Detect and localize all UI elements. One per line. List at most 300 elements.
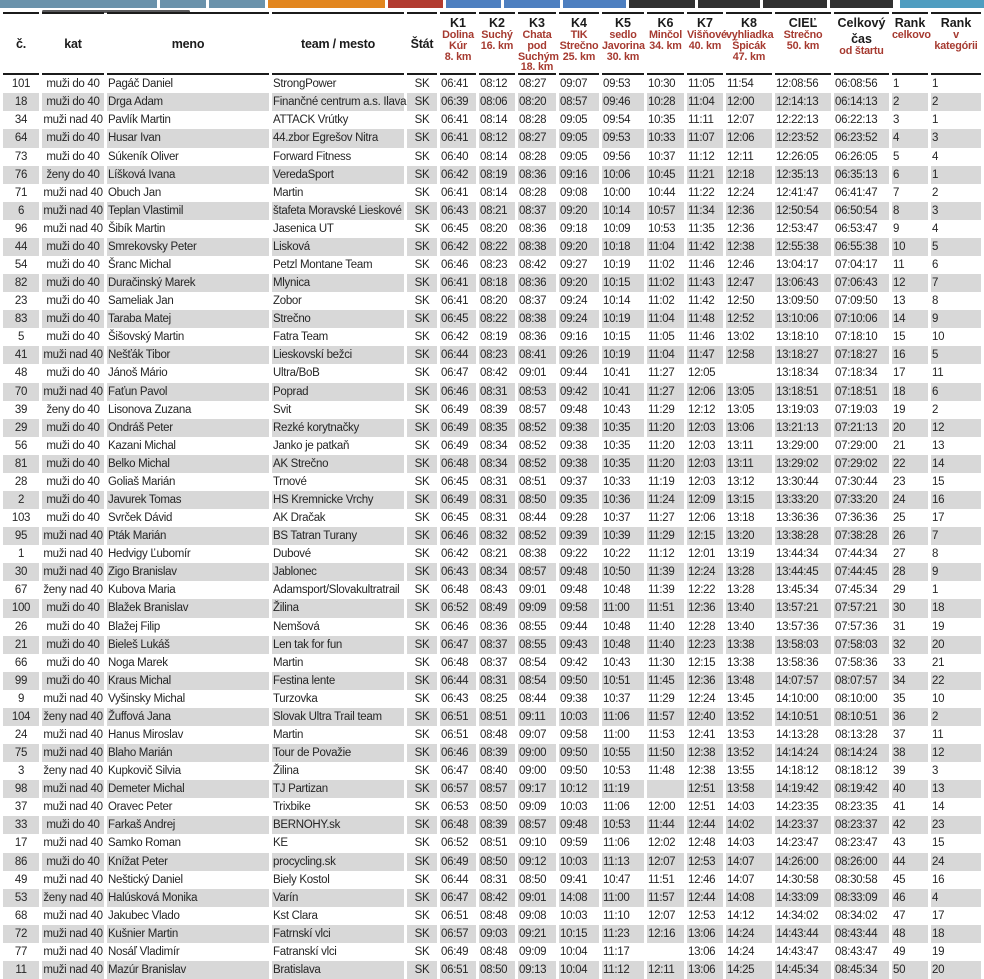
cell-k1: 06:51 xyxy=(440,708,476,726)
cell-rank: 31 xyxy=(893,620,906,633)
cell-rank_kat: 5 xyxy=(931,238,981,256)
cell-k3: 09:08 xyxy=(519,909,547,922)
table-row xyxy=(3,599,981,617)
table-row xyxy=(3,93,981,111)
checkpoint-code: K3 xyxy=(529,16,545,30)
cell-k4: 09:20 xyxy=(559,202,599,220)
cell-team: Ultra/BoB xyxy=(273,367,320,380)
cell-k4: 09:38 xyxy=(560,439,588,452)
cell-ciel: 13:44:45 xyxy=(775,563,831,581)
cell-k2: 08:23 xyxy=(480,258,508,271)
cell-rank: 24 xyxy=(892,491,928,509)
cell-team: Poprad xyxy=(272,383,404,401)
cell-rank_kat: 2 xyxy=(932,403,939,416)
cell-k2: 08:20 xyxy=(480,295,508,308)
cell-k8: 13:48 xyxy=(726,672,772,690)
cell-rank: 11 xyxy=(893,258,905,271)
cell-rank_kat: 3 xyxy=(931,202,981,220)
cell-name: Lisonova Zuzana xyxy=(108,403,192,416)
cell-bib: 3 xyxy=(17,765,25,778)
checkpoint-subtitle: Kúr xyxy=(449,39,467,52)
cell-k8: 14:25 xyxy=(726,961,772,979)
cell-rank: 5 xyxy=(893,150,900,163)
cell-ciel: 14:33:09 xyxy=(775,889,831,907)
cell-name: Blažej Filip xyxy=(108,620,161,633)
table-row xyxy=(3,491,981,509)
cell-bib: 66 xyxy=(14,656,28,669)
cell-k6: 11:27 xyxy=(648,512,675,525)
cell-team: Trnové xyxy=(273,475,307,488)
checkpoint-code: K4 xyxy=(571,16,587,30)
cell-ciel: 13:30:44 xyxy=(776,475,819,488)
cell-team: Fatra Team xyxy=(273,331,328,344)
cell-k8: 12:47 xyxy=(726,274,772,292)
cell-stat: SK xyxy=(407,310,437,328)
cell-stat: SK xyxy=(414,620,430,633)
cell-kat: muži do 40 xyxy=(42,419,104,437)
cell-k3: 09:09 xyxy=(519,801,547,814)
checkpoint-code: K7 xyxy=(697,16,713,30)
cell-k1: 06:53 xyxy=(441,801,469,814)
strip-segment xyxy=(388,0,443,8)
cell-k5: 09:46 xyxy=(602,93,644,111)
cell-rank: 13 xyxy=(893,295,906,308)
table-row xyxy=(3,889,981,907)
cell-k5: 11:00 xyxy=(602,599,644,617)
column-label: č. xyxy=(15,36,27,51)
cell-stat: SK xyxy=(414,837,430,850)
cell-name: Goliaš Marián xyxy=(108,475,176,488)
checkpoint-subtitle: celkovo xyxy=(892,29,931,41)
cell-name: Halúsková Monika xyxy=(107,889,269,907)
cell-k2: 08:35 xyxy=(479,419,515,437)
checkpoint-code: čas xyxy=(851,32,872,46)
cell-kat: muži nad 40 xyxy=(43,222,103,235)
cell-k4: 09:50 xyxy=(560,765,588,778)
cell-k7: 12:05 xyxy=(688,367,716,380)
cell-rank_kat: 1 xyxy=(932,114,939,127)
cell-bib: 23 xyxy=(14,295,28,308)
cell-k5: 10:19 xyxy=(602,310,644,328)
checkpoint-subtitle: sedlo xyxy=(609,29,637,41)
column-header-k2 xyxy=(479,12,515,75)
cell-ciel: 12:53:47 xyxy=(776,222,819,235)
strip-segment xyxy=(629,0,695,8)
cell-rank: 14 xyxy=(892,310,928,328)
cell-k2: 08:31 xyxy=(479,491,515,509)
cell-rank_kat: 3 xyxy=(932,765,939,778)
cell-k1: 06:42 xyxy=(440,166,476,184)
table-row xyxy=(3,636,981,654)
cell-k3: 09:17 xyxy=(518,780,556,798)
cell-k2: 08:37 xyxy=(479,636,515,654)
cell-team: Bratislava xyxy=(272,961,404,979)
column-header-k7 xyxy=(687,12,727,75)
cell-k5: 10:00 xyxy=(603,186,631,199)
cell-k1: 06:47 xyxy=(440,889,476,907)
cell-k5: 10:36 xyxy=(602,491,644,509)
cell-rank_kat: 15 xyxy=(932,837,945,850)
cell-total: 07:58:36 xyxy=(835,656,878,669)
cell-k5: 09:53 xyxy=(603,78,631,91)
column-header-rank xyxy=(892,12,931,75)
cell-kat: muži do 40 xyxy=(46,258,100,271)
cell-ciel: 14:45:34 xyxy=(775,961,831,979)
cell-rank_kat: 1 xyxy=(932,78,939,91)
cell-team: Rezké korytnačky xyxy=(272,419,404,437)
cell-ciel: 14:18:12 xyxy=(776,765,819,778)
cell-k6: 12:11 xyxy=(647,961,684,979)
cell-k1: 06:46 xyxy=(440,527,476,545)
cell-k7: 11:35 xyxy=(688,222,715,235)
cell-k3: 08:37 xyxy=(519,295,547,308)
table-row xyxy=(3,202,981,220)
cell-team: Dubové xyxy=(273,548,311,561)
cell-k7: 11:21 xyxy=(687,166,723,184)
cell-k5: 09:53 xyxy=(602,129,644,147)
cell-rank: 19 xyxy=(893,403,906,416)
cell-bib: 104 xyxy=(3,708,39,726)
cell-k6: 11:19 xyxy=(648,475,675,488)
cell-total: 08:19:42 xyxy=(834,780,889,798)
cell-rank: 21 xyxy=(893,439,906,452)
cell-k8: 13:40 xyxy=(727,620,755,633)
cell-k5: 11:06 xyxy=(603,837,630,850)
cell-k7: 11:46 xyxy=(688,258,715,271)
checkpoint-subtitle: Minčol xyxy=(649,29,682,41)
cell-rank_kat: 14 xyxy=(931,455,981,473)
cell-k3: 08:55 xyxy=(518,636,556,654)
cell-stat: SK xyxy=(414,656,430,669)
cell-team: Turzovka xyxy=(273,692,318,705)
column-header-k5 xyxy=(602,12,644,75)
cell-team: Trixbike xyxy=(273,801,311,814)
cell-k8: 12:36 xyxy=(727,222,755,235)
cell-kat: muži nad 40 xyxy=(43,945,103,958)
checkpoint-code: K5 xyxy=(615,16,631,30)
cell-k8: 14:24 xyxy=(727,945,755,958)
cell-team: Jasenica UT xyxy=(273,222,334,235)
cell-k1: 06:45 xyxy=(441,475,469,488)
cell-team: Zobor xyxy=(273,295,302,308)
cell-k7: 12:01 xyxy=(688,548,716,561)
cell-k8: 14:07 xyxy=(727,873,755,886)
cell-k4: 08:57 xyxy=(559,93,599,111)
table-row xyxy=(3,238,981,256)
cell-k6: 11:30 xyxy=(648,656,675,669)
cell-total: 08:43:47 xyxy=(835,945,878,958)
cell-name: Súkeník Oliver xyxy=(108,150,179,163)
cell-k7: 12:09 xyxy=(687,491,723,509)
cell-rank_kat: 6 xyxy=(932,258,939,271)
cell-k2: 08:14 xyxy=(480,114,508,127)
cell-k4: 09:44 xyxy=(560,367,588,380)
cell-k5: 11:00 xyxy=(602,889,644,907)
cell-bib: 67 xyxy=(14,584,28,597)
cell-k6: 10:30 xyxy=(648,78,676,91)
cell-k8: 14:07 xyxy=(726,853,772,871)
cell-team: Lieskovskí bežci xyxy=(272,346,404,364)
checkpoint-subtitle: 40. km xyxy=(688,39,722,52)
column-header-name xyxy=(107,12,269,75)
cell-total: 08:34:02 xyxy=(835,909,878,922)
cell-k8: 13:06 xyxy=(726,419,772,437)
cell-stat: SK xyxy=(414,258,430,271)
cell-k2: 08:39 xyxy=(479,816,515,834)
cell-total: 07:18:34 xyxy=(835,367,878,380)
cell-kat: ženy nad 40 xyxy=(42,708,104,726)
cell-k2: 08:48 xyxy=(480,945,508,958)
cell-stat: SK xyxy=(414,78,430,91)
cell-bib: 103 xyxy=(11,512,31,525)
cell-k1: 06:51 xyxy=(441,729,469,741)
cell-k5: 10:48 xyxy=(603,584,631,597)
cell-k5: 10:15 xyxy=(603,331,631,344)
checkpoint-subtitle: Javorina xyxy=(602,39,645,52)
cell-bib: 21 xyxy=(3,636,39,654)
cell-bib: 24 xyxy=(14,729,28,741)
cell-kat: muži do 40 xyxy=(46,78,100,91)
cell-k2: 08:32 xyxy=(479,527,515,545)
cell-bib: 83 xyxy=(3,310,39,328)
cell-name: Husar Ivan xyxy=(107,129,269,147)
cell-total: 08:45:34 xyxy=(834,961,889,979)
cell-k6: 11:40 xyxy=(648,620,675,633)
checkpoint-code: K1 xyxy=(450,16,466,30)
cell-k3: 08:42 xyxy=(519,258,547,271)
cell-k3: 09:10 xyxy=(519,837,547,850)
cell-total: 06:50:54 xyxy=(834,202,889,220)
cell-k6: 11:20 xyxy=(647,455,684,473)
strip-segment xyxy=(698,0,760,8)
cell-ciel: 12:41:47 xyxy=(776,186,819,199)
checkpoint-subtitle: Špicák xyxy=(732,39,766,52)
cell-k8 xyxy=(726,364,772,382)
cell-k6: 11:05 xyxy=(648,331,675,344)
strip-segment xyxy=(0,0,157,8)
cell-k1: 06:48 xyxy=(440,816,476,834)
cell-k1: 06:57 xyxy=(440,925,476,943)
cell-k6: 10:37 xyxy=(648,150,676,163)
cell-k5: 10:48 xyxy=(603,620,631,633)
cell-total: 06:23:52 xyxy=(834,129,889,147)
column-header-k1 xyxy=(440,12,476,75)
column-header-k3 xyxy=(518,12,559,75)
cell-k5: 10:22 xyxy=(603,548,631,561)
cell-total: 07:45:34 xyxy=(835,584,878,597)
cell-k6: 12:16 xyxy=(647,925,684,943)
cell-k1: 06:47 xyxy=(441,765,469,778)
cell-k7: 12:40 xyxy=(687,708,723,726)
cell-team: Lisková xyxy=(272,238,404,256)
cell-kat: ženy nad 40 xyxy=(43,765,103,778)
cell-k3: 08:57 xyxy=(518,816,556,834)
cell-name: Samko Roman xyxy=(108,837,181,850)
cell-k5: 11:06 xyxy=(602,708,644,726)
cell-ciel: 13:38:28 xyxy=(775,527,831,545)
cell-k3: 09:13 xyxy=(518,961,556,979)
cell-k4: 09:07 xyxy=(560,78,588,91)
cell-k1: 06:43 xyxy=(440,563,476,581)
cell-k5: 10:41 xyxy=(602,383,644,401)
cell-total: 06:14:13 xyxy=(834,93,889,111)
cell-k6: 11:51 xyxy=(647,599,684,617)
cell-ciel: 14:30:58 xyxy=(776,873,819,886)
cell-rank_kat: 4 xyxy=(932,150,939,163)
cell-k1: 06:46 xyxy=(441,258,469,271)
cell-ciel: 14:34:02 xyxy=(776,909,819,922)
cell-rank_kat: 5 xyxy=(931,346,981,364)
table-row xyxy=(3,437,981,455)
cell-rank_kat: 19 xyxy=(932,945,945,958)
cell-k3: 08:51 xyxy=(519,475,547,488)
cell-stat: SK xyxy=(414,295,430,308)
cell-bib: 48 xyxy=(14,367,28,380)
cell-rank: 43 xyxy=(893,837,906,850)
cell-k3: 08:44 xyxy=(519,692,547,705)
cell-team: Varín xyxy=(272,889,404,907)
cell-k2: 08:42 xyxy=(479,889,515,907)
cell-ciel: 14:19:42 xyxy=(775,780,831,798)
cell-total: 08:33:09 xyxy=(834,889,889,907)
cell-rank_kat: 13 xyxy=(931,780,981,798)
cell-kat: muži nad 40 xyxy=(43,692,103,705)
cell-k6: 11:20 xyxy=(648,439,675,452)
cell-kat: muži do 40 xyxy=(42,853,104,871)
strip-segment xyxy=(446,0,501,8)
cell-name: Blaho Marián xyxy=(107,744,269,762)
cell-bib: 82 xyxy=(3,274,39,292)
cell-k7: 12:38 xyxy=(687,744,723,762)
cell-k4: 10:03 xyxy=(560,801,588,814)
cell-team: Martin xyxy=(273,656,304,669)
cell-team: Adamsport/Slovakultratrail xyxy=(273,584,400,597)
cell-k3: 08:36 xyxy=(519,331,547,344)
cell-k3: 08:37 xyxy=(518,202,556,220)
cell-bib: 18 xyxy=(3,93,39,111)
cell-k3: 08:55 xyxy=(519,620,547,633)
cell-k2: 08:50 xyxy=(479,961,515,979)
cell-team: Žilina xyxy=(272,599,404,617)
cell-team: Fatranskí vlci xyxy=(273,945,337,958)
cell-rank: 36 xyxy=(892,708,928,726)
cell-k3: 09:12 xyxy=(518,853,556,871)
checkpoint-subtitle: 16. km xyxy=(480,39,514,52)
cell-team: procycling.sk xyxy=(272,853,404,871)
cell-rank_kat: 6 xyxy=(931,383,981,401)
cell-k4: 10:15 xyxy=(559,925,599,943)
cell-ciel: 13:10:06 xyxy=(775,310,831,328)
cell-k8: 14:03 xyxy=(727,837,755,850)
cell-name: Hedvigy Ľubomír xyxy=(108,548,191,561)
cell-rank: 37 xyxy=(893,729,906,741)
cell-rank: 44 xyxy=(892,853,928,871)
checkpoint-subtitle: 34. km xyxy=(649,39,682,52)
cell-k4: 09:37 xyxy=(560,475,588,488)
cell-k6: 11:40 xyxy=(647,636,684,654)
cell-name: Kraus Michal xyxy=(107,672,269,690)
cell-k4: 09:16 xyxy=(559,166,599,184)
cell-k8: 12:50 xyxy=(727,295,755,308)
table-header xyxy=(3,12,981,75)
cell-k4: 09:08 xyxy=(560,186,588,199)
cell-k7: 12:51 xyxy=(688,801,716,814)
cell-k2: 08:42 xyxy=(480,367,508,380)
cell-kat: muži do 40 xyxy=(46,656,100,669)
cell-k5: 10:39 xyxy=(602,527,644,545)
cell-stat: SK xyxy=(414,945,430,958)
cell-rank_kat: 2 xyxy=(931,708,981,726)
cell-ciel: 13:06:43 xyxy=(775,274,831,292)
checkpoint-subtitle: Višňové xyxy=(687,29,727,41)
cell-stat: SK xyxy=(414,873,430,886)
cell-stat: SK xyxy=(414,222,430,235)
cell-k3: 08:27 xyxy=(518,129,556,147)
cell-k1: 06:57 xyxy=(440,780,476,798)
cell-k3: 08:54 xyxy=(518,672,556,690)
cell-stat: SK xyxy=(414,150,430,163)
column-header-rank_kat xyxy=(931,12,981,75)
cell-name: Oravec Peter xyxy=(108,801,173,814)
cell-k8: 13:19 xyxy=(727,548,755,561)
cell-bib: 34 xyxy=(14,114,28,127)
column-header-stat xyxy=(407,12,437,75)
cell-k3: 08:36 xyxy=(519,222,547,235)
cell-k5: 10:47 xyxy=(603,873,631,886)
cell-team: BERNOHY.sk xyxy=(272,816,404,834)
cell-kat: muži nad 40 xyxy=(42,202,104,220)
cell-rank_kat: 10 xyxy=(932,331,945,344)
cell-k8: 14:12 xyxy=(727,909,755,922)
cell-team: Tour de Považie xyxy=(272,744,404,762)
checkpoint-subtitle: vyhliadka xyxy=(726,29,774,41)
cell-k2: 08:49 xyxy=(479,599,515,617)
cell-k8: 12:36 xyxy=(726,202,772,220)
cell-rank_kat: 14 xyxy=(932,801,945,814)
cell-k3: 08:57 xyxy=(518,563,556,581)
cell-kat: muži do 40 xyxy=(42,599,104,617)
cell-k5: 10:51 xyxy=(602,672,644,690)
table-row xyxy=(3,816,981,834)
cell-ciel: 13:19:03 xyxy=(776,403,819,416)
cell-k2: 08:37 xyxy=(480,656,508,669)
cell-bib: 2 xyxy=(3,491,39,509)
cell-kat: muži do 40 xyxy=(42,491,104,509)
cell-stat: SK xyxy=(407,455,437,473)
cell-k2: 08:21 xyxy=(480,548,508,561)
cell-rank_kat: 3 xyxy=(931,129,981,147)
cell-team: BS Tatran Turany xyxy=(272,527,404,545)
cell-stat: SK xyxy=(407,853,437,871)
column-label: meno xyxy=(171,36,205,51)
cell-k2: 08:34 xyxy=(479,455,515,473)
cell-team: Nemšová xyxy=(273,620,320,633)
cell-ciel: 14:23:35 xyxy=(776,801,819,814)
cell-stat: SK xyxy=(407,563,437,581)
checkpoint-code: K8 xyxy=(741,16,757,30)
column-header-kat xyxy=(42,12,104,75)
cell-kat: muži do 40 xyxy=(46,150,100,163)
cell-k2: 08:48 xyxy=(480,729,508,741)
cell-k2: 08:12 xyxy=(479,129,515,147)
cell-ciel: 13:04:17 xyxy=(776,258,819,271)
cell-rank: 22 xyxy=(892,455,928,473)
cell-k2: 08:31 xyxy=(480,512,508,525)
cell-k7: 11:43 xyxy=(687,274,723,292)
cell-kat: muži do 40 xyxy=(42,274,104,292)
cell-rank: 45 xyxy=(893,873,906,886)
cell-k1: 06:47 xyxy=(440,636,476,654)
